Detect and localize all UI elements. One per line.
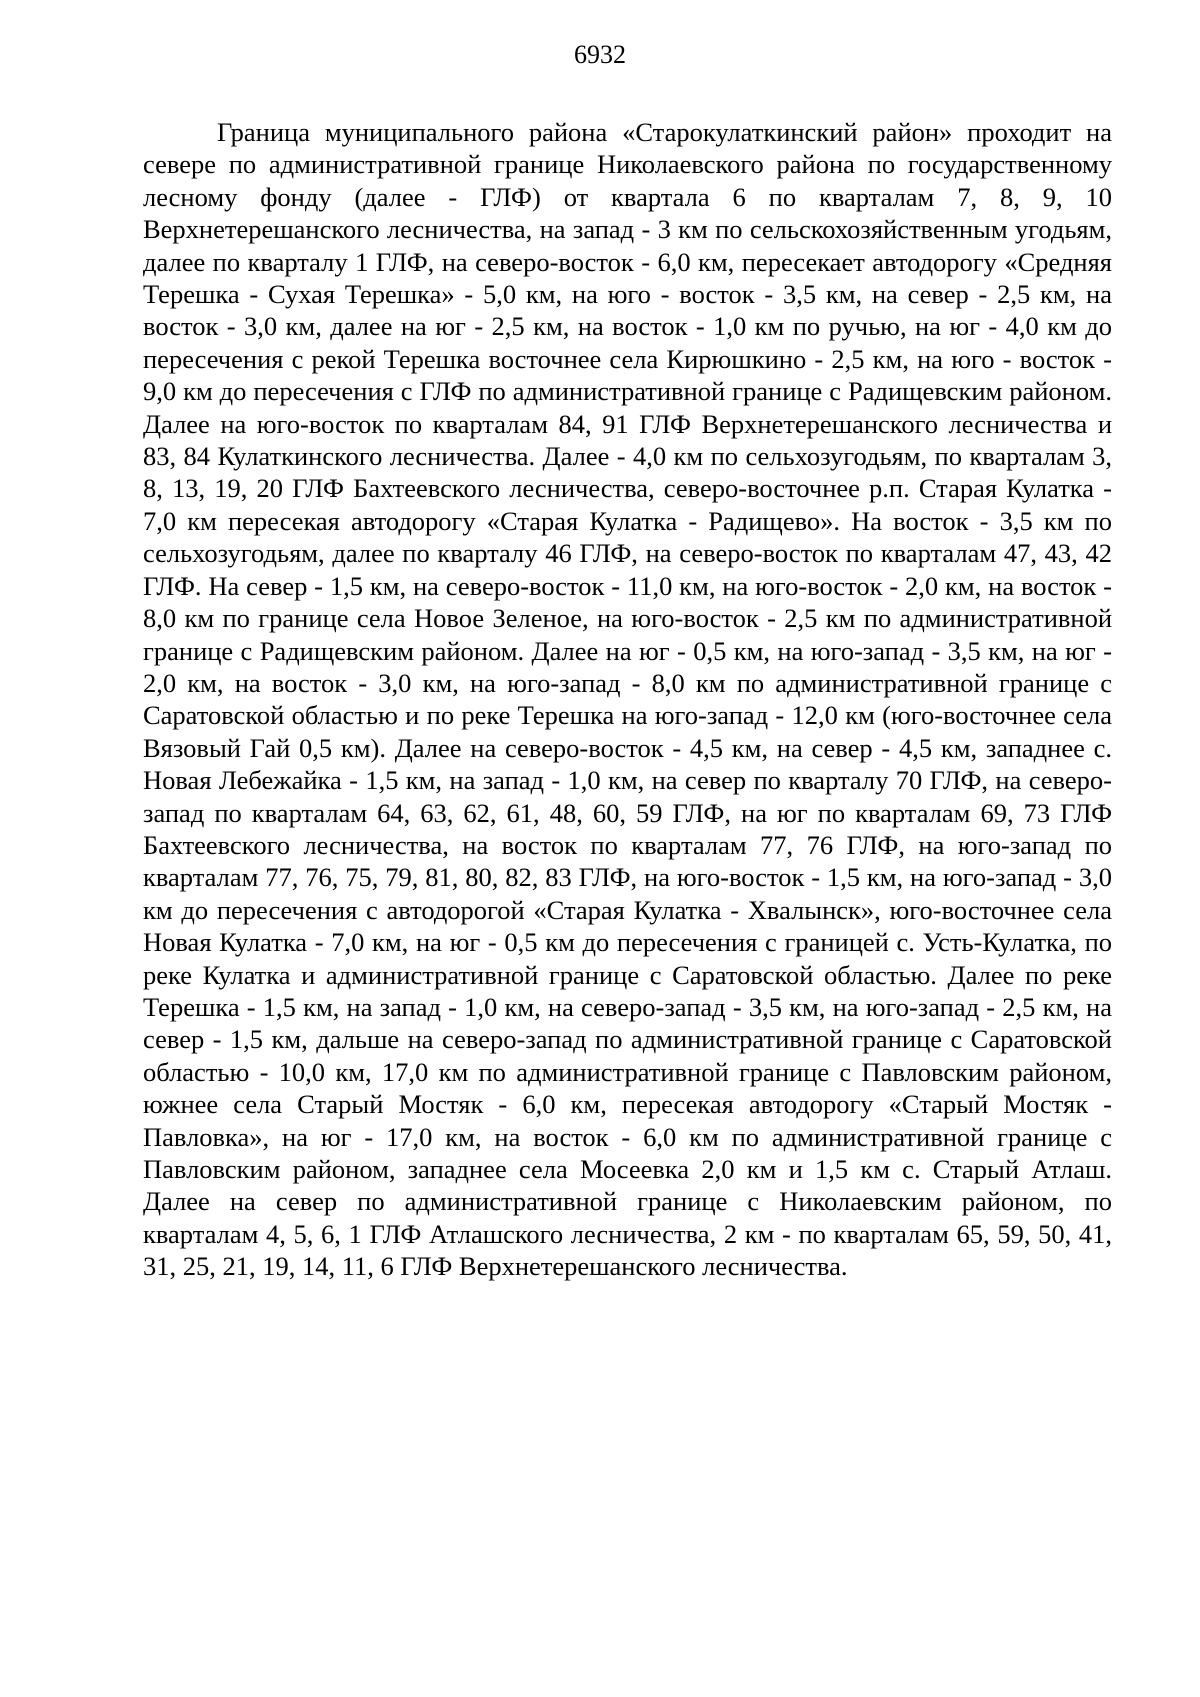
- page-number: 6932: [574, 40, 626, 69]
- body-paragraph: Граница муниципального района «Старокулаткинский район» проходит на севере по административной границе Николаевского района по государственному лесному фонду (далее - ГЛФ) от квартала 6 по кварталам 7, 8, 9, 10 Верхнетерешанского лесничества, на запад - 3 км по сельскохозяйственным угодьям, далее по кварталу 1 ГЛФ, на северо-восток - 6,0 км, пересекает автодорогу «Средняя Терешка - Сухая Терешка» - 5,0 км, на юго - восток - 3,5 км, на север - 2,5 км, на восток - 3,0 км, далее на юг - 2,5 км, на восток - 1,0 км по ручью, на юг - 4,0 км до пересечения с рекой Терешка восточнее села Кирюшкино - 2,5 км, на юго - восток - 9,0 км до пересечения с ГЛФ по административной границе с Радищевским районом. Далее на юго-восток по кварталам 84, 91 ГЛФ Верхнетерешанского лесничества и 83, 84 Кулаткинского лесничества. Далее - 4,0 км по сельхозугодьям, по кварталам 3, 8, 13, 19, 20 ГЛФ Бахтеевского лесничества, северо-восточнее р.п. Старая Кулатка - 7,0 км пересекая автодорогу «Старая Кулатка - Радищево». На восток - 3,5 км по сельхозугодьям, далее по кварталу 46 ГЛФ, на северо-восток по кварталам 47, 43, 42 ГЛФ. На север - 1,5 км, на северо-восток - 11,0 км, на юго-восток - 2,0 км, на восток - 8,0 км по границе села Новое Зеленое, на юго-восток - 2,5 км по административной границе с Радищевским районом. Далее на юг - 0,5 км, на юго-запад - 3,5 км, на юг - 2,0 км, на восток - 3,0 км, на юго-запад - 8,0 км по административной границе с Саратовской областью и по реке Терешка на юго-запад - 12,0 км (юго-восточнее села Вязовый Гай 0,5 км). Далее на северо-восток - 4,5 км, на север - 4,5 км, западнее с. Новая Лебежайка - 1,5 км, на запад - 1,0 км, на север по кварталу 70 ГЛФ, на северо-запад по кварталам 64, 63, 62, 61, 48, 60, 59 ГЛФ, на юг по кварталам 69, 73 ГЛФ Бахтеевского лесничества, на восток по кварталам 77, 76 ГЛФ, на юго-запад по кварталам 77, 76, 75, 79, 81, 80, 82, 83 ГЛФ, на юго-восток - 1,5 км, на юго-запад - 3,0 км до пересечения с автодорогой «Старая Кулатка - Хвалынск», юго-восточнее села Новая Кулатка - 7,0 км, на юг - 0,5 км до пересечения с границей с. Усть-Кулатка, по реке Кулатка и административной границе с Саратовской областью. Далее по реке Терешка - 1,5 км, на запад - 1,0 км, на северо-запад - 3,5 км, на юго-запад - 2,5 км, на север - 1,5 км, дальше на северо-запад по административной границе с Саратовской областью - 10,0 км, 17,0 км по административной границе с Павловским районом, южнее села Старый Мостяк - 6,0 км, пересекая автодорогу «Старый Мостяк - Павловка», на юг - 17,0 км, на восток - 6,0 км по административной границе с Павловским районом, западнее села Мосеевка 2,0 км и 1,5 км с. Старый Атлаш. Далее на север по административной границе с Николаевским районом, по кварталам 4, 5, 6, 1 ГЛФ Атлашского лесничества, 2 км - по кварталам 65, 59, 50, 41, 31, 25, 21, 19, 14, 11, 6 ГЛФ Верхнетерешанского лесничества.: [143, 117, 1112, 1282]
